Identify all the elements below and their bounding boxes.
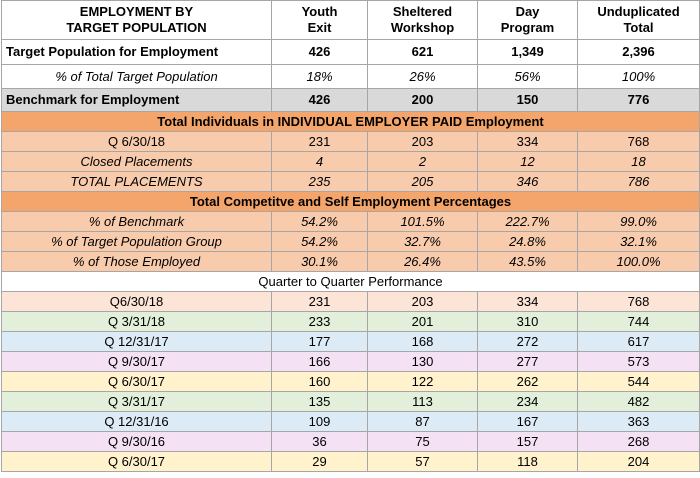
cell-youth-exit: 4 — [272, 152, 368, 172]
closed-placements-row — [2, 152, 700, 172]
section-title: Total Competitve and Self Employment Percentages — [2, 192, 700, 212]
pct-group-row — [2, 232, 700, 252]
cell-sheltered-workshop: 168 — [368, 332, 478, 352]
cell-unduplicated-total: 617 — [578, 332, 700, 352]
row-label: % of Target Population Group — [2, 232, 272, 252]
cell-day-program: 272 — [478, 332, 578, 352]
cell-youth-exit: 30.1% — [272, 252, 368, 272]
cell-day-program: 234 — [478, 392, 578, 412]
cell-day-program: 12 — [478, 152, 578, 172]
target-population-row — [2, 40, 700, 65]
section-competitive-percentages — [2, 192, 700, 212]
header-col4-line1: Unduplicated — [597, 4, 680, 19]
cell-unduplicated-total: 776 — [578, 89, 700, 112]
cell-day-program: 43.5% — [478, 252, 578, 272]
cell-youth-exit: 166 — [272, 352, 368, 372]
cell-unduplicated-total: 768 — [578, 292, 700, 312]
cell-youth-exit: 177 — [272, 332, 368, 352]
cell-unduplicated-total: 482 — [578, 392, 700, 412]
total-placements-row — [2, 172, 700, 192]
row-label: Benchmark for Employment — [2, 89, 272, 112]
quarter-label: Q 6/30/17 — [2, 372, 272, 392]
cell-sheltered-workshop: 75 — [368, 432, 478, 452]
header-col4-line2: Total — [623, 20, 654, 35]
header-col3-line2: Program — [500, 20, 555, 35]
row-label: Target Population for Employment — [2, 40, 272, 65]
cell-sheltered-workshop: 205 — [368, 172, 478, 192]
cell-sheltered-workshop: 203 — [368, 132, 478, 152]
cell-youth-exit: 235 — [272, 172, 368, 192]
cell-unduplicated-total: 100% — [578, 65, 700, 89]
cell-unduplicated-total: 2,396 — [578, 40, 700, 65]
cell-sheltered-workshop: 203 — [368, 292, 478, 312]
header-day-program — [478, 1, 578, 40]
cell-day-program: 277 — [478, 352, 578, 372]
quarter-row — [2, 432, 700, 452]
section-employer-paid — [2, 112, 700, 132]
cell-youth-exit: 109 — [272, 412, 368, 432]
quarter-label: Q 3/31/17 — [2, 392, 272, 412]
quarter-label: Q 3/31/18 — [2, 312, 272, 332]
header-sheltered-workshop — [368, 1, 478, 40]
cell-sheltered-workshop: 101.5% — [368, 212, 478, 232]
cell-unduplicated-total: 544 — [578, 372, 700, 392]
cell-youth-exit: 135 — [272, 392, 368, 412]
quarter-label: Q6/30/18 — [2, 292, 272, 312]
section-title: Quarter to Quarter Performance — [2, 272, 700, 292]
pct-target-row — [2, 65, 700, 89]
cell-day-program: 310 — [478, 312, 578, 332]
cell-youth-exit: 54.2% — [272, 232, 368, 252]
benchmark-row — [2, 89, 700, 112]
cell-sheltered-workshop: 87 — [368, 412, 478, 432]
cell-sheltered-workshop: 621 — [368, 40, 478, 65]
quarter-row — [2, 352, 700, 372]
quarter-row — [2, 372, 700, 392]
quarter-row — [2, 312, 700, 332]
cell-day-program: 167 — [478, 412, 578, 432]
quarter-label: Q 9/30/17 — [2, 352, 272, 372]
quarter-label: Q 9/30/16 — [2, 432, 272, 452]
cell-sheltered-workshop: 200 — [368, 89, 478, 112]
cell-day-program: 150 — [478, 89, 578, 112]
header-label — [2, 1, 272, 40]
quarter-row — [2, 412, 700, 432]
quarter-label: Q 12/31/16 — [2, 412, 272, 432]
header-col2-line1: Sheltered — [392, 4, 453, 19]
cell-unduplicated-total: 18 — [578, 152, 700, 172]
header-col3-line1: Day — [515, 4, 540, 19]
cell-sheltered-workshop: 122 — [368, 372, 478, 392]
quarter-row — [2, 452, 700, 472]
cell-day-program: 334 — [478, 292, 578, 312]
cell-day-program: 24.8% — [478, 232, 578, 252]
cell-sheltered-workshop: 2 — [368, 152, 478, 172]
cell-youth-exit: 426 — [272, 40, 368, 65]
row-label: Q 6/30/18 — [2, 132, 272, 152]
header-col2-line2: Workshop — [390, 20, 455, 35]
cell-sheltered-workshop: 201 — [368, 312, 478, 332]
cell-youth-exit: 36 — [272, 432, 368, 452]
cell-day-program: 262 — [478, 372, 578, 392]
quarter-label: Q 12/31/17 — [2, 332, 272, 352]
header-row — [2, 1, 700, 40]
section-quarter-performance — [2, 272, 700, 292]
row-label: % of Total Target Population — [2, 65, 272, 89]
cell-unduplicated-total: 100.0% — [578, 252, 700, 272]
quarter-row — [2, 392, 700, 412]
quarter-row — [2, 332, 700, 352]
cell-day-program: 157 — [478, 432, 578, 452]
cell-day-program: 222.7% — [478, 212, 578, 232]
header-col1-line1: Youth — [301, 4, 338, 19]
cell-sheltered-workshop: 113 — [368, 392, 478, 412]
cell-sheltered-workshop: 26% — [368, 65, 478, 89]
cell-youth-exit: 54.2% — [272, 212, 368, 232]
cell-unduplicated-total: 32.1% — [578, 232, 700, 252]
header-col1-line2: Exit — [307, 20, 332, 35]
cell-sheltered-workshop: 32.7% — [368, 232, 478, 252]
cell-sheltered-workshop: 26.4% — [368, 252, 478, 272]
cell-youth-exit: 160 — [272, 372, 368, 392]
cell-day-program: 334 — [478, 132, 578, 152]
quarter-label: Q 6/30/17 — [2, 452, 272, 472]
cell-day-program: 118 — [478, 452, 578, 472]
cell-youth-exit: 18% — [272, 65, 368, 89]
cell-unduplicated-total: 99.0% — [578, 212, 700, 232]
cell-unduplicated-total: 363 — [578, 412, 700, 432]
cell-youth-exit: 231 — [272, 292, 368, 312]
employment-table — [1, 0, 700, 472]
header-label-line1: EMPLOYMENT BY — [79, 4, 194, 19]
pct-benchmark-row — [2, 212, 700, 232]
cell-youth-exit: 29 — [272, 452, 368, 472]
cell-youth-exit: 233 — [272, 312, 368, 332]
cell-youth-exit: 426 — [272, 89, 368, 112]
quarter-row — [2, 292, 700, 312]
cell-youth-exit: 231 — [272, 132, 368, 152]
cell-unduplicated-total: 744 — [578, 312, 700, 332]
cell-unduplicated-total: 786 — [578, 172, 700, 192]
row-label: % of Benchmark — [2, 212, 272, 232]
header-youth-exit — [272, 1, 368, 40]
cell-unduplicated-total: 268 — [578, 432, 700, 452]
cell-unduplicated-total: 768 — [578, 132, 700, 152]
header-label-line2: TARGET POPULATION — [66, 20, 207, 35]
cell-unduplicated-total: 573 — [578, 352, 700, 372]
q-current-row — [2, 132, 700, 152]
cell-sheltered-workshop: 130 — [368, 352, 478, 372]
row-label: Closed Placements — [2, 152, 272, 172]
cell-day-program: 56% — [478, 65, 578, 89]
cell-day-program: 1,349 — [478, 40, 578, 65]
pct-employed-row — [2, 252, 700, 272]
row-label: TOTAL PLACEMENTS — [2, 172, 272, 192]
section-title: Total Individuals in INDIVIDUAL EMPLOYER PAID Employment — [2, 112, 700, 132]
cell-day-program: 346 — [478, 172, 578, 192]
cell-unduplicated-total: 204 — [578, 452, 700, 472]
cell-sheltered-workshop: 57 — [368, 452, 478, 472]
row-label: % of Those Employed — [2, 252, 272, 272]
header-unduplicated-total — [578, 1, 700, 40]
